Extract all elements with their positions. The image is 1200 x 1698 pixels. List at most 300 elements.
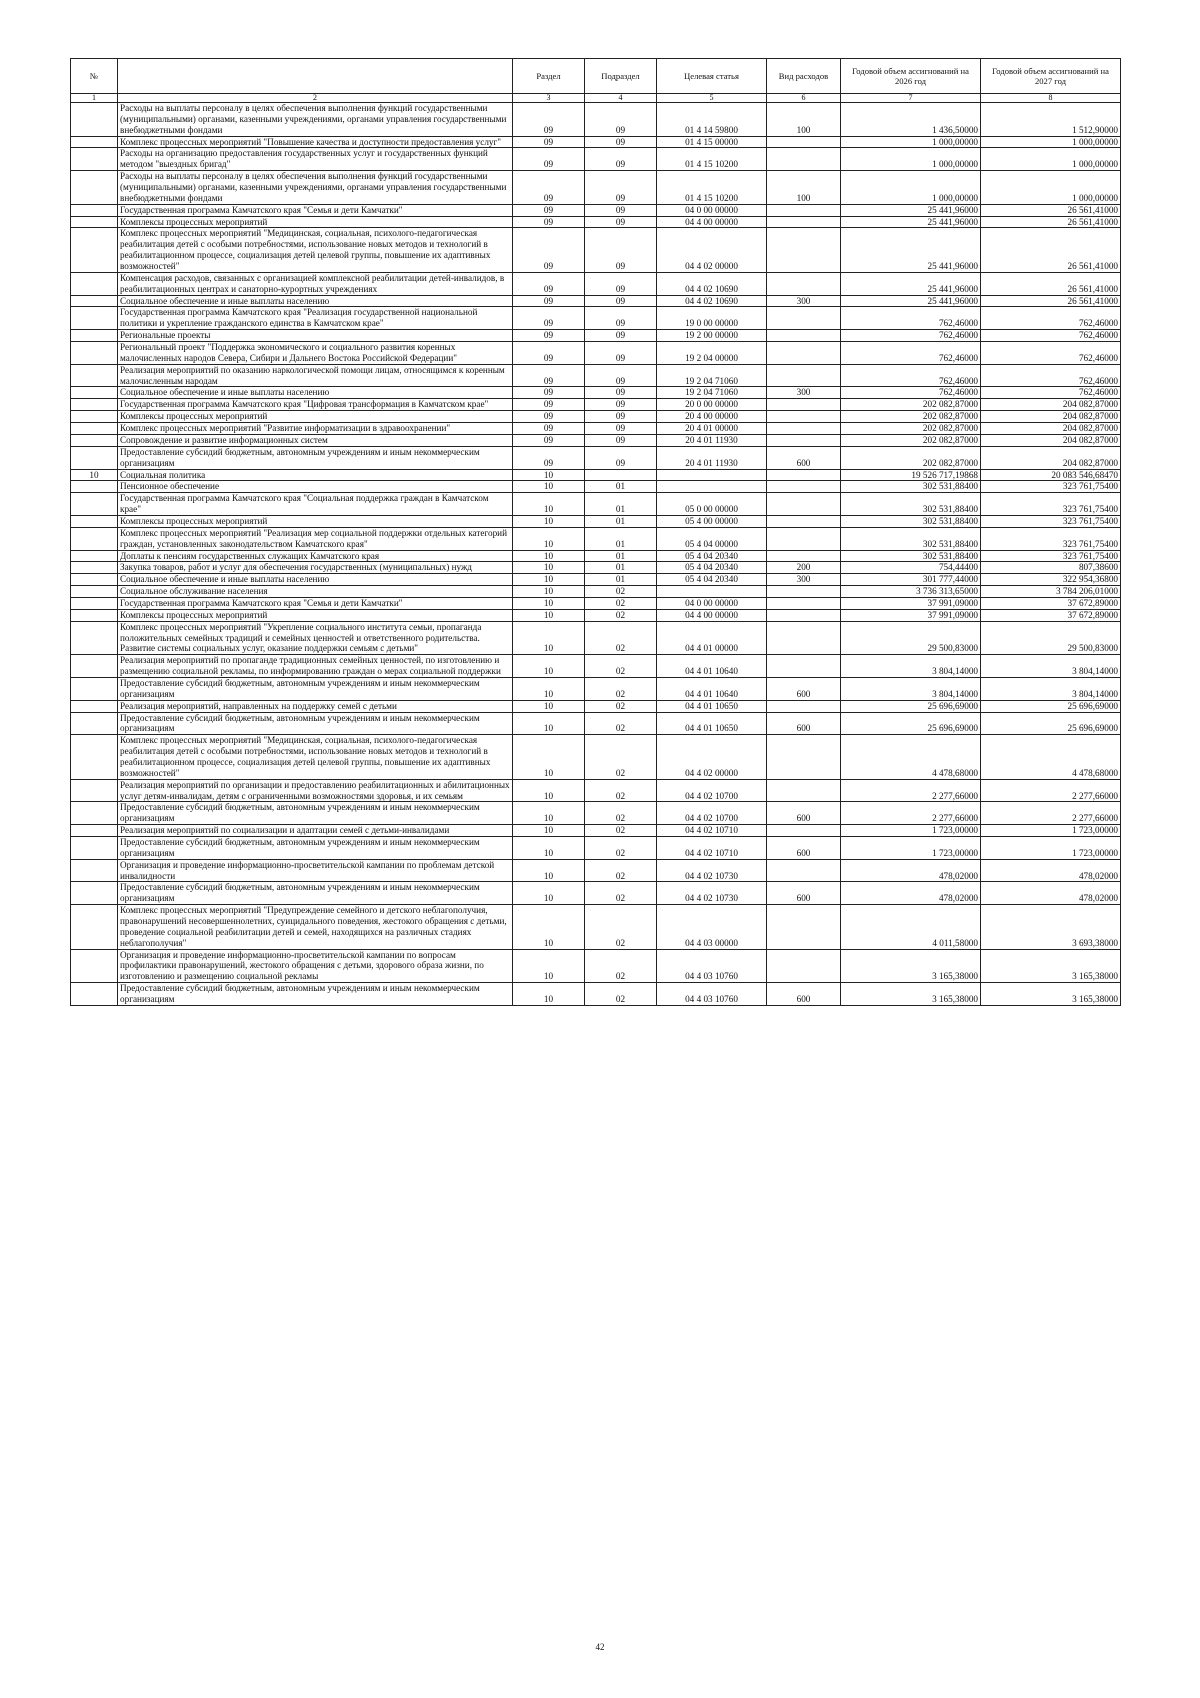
row-vol2027: 762,46000 (981, 342, 1121, 365)
row-expense (767, 481, 841, 493)
row-section: 09 (513, 364, 585, 387)
row-target: 04 4 01 00000 (657, 621, 767, 655)
row-number (71, 204, 118, 216)
table-row (71, 983, 1121, 1006)
table-row (71, 527, 1121, 550)
row-vol2026: 1 436,50000 (841, 103, 981, 137)
row-section: 10 (513, 859, 585, 882)
table-row (71, 148, 1121, 171)
row-vol2026: 301 777,44000 (841, 574, 981, 586)
row-section: 10 (513, 562, 585, 574)
row-name: Комплексы процессных мероприятий (118, 216, 513, 228)
row-name: Комплекс процессных мероприятий "Повышение качества и доступности предоставления услуг" (118, 136, 513, 148)
row-name: Государственная программа Камчатского края "Семья и дети Камчатки" (118, 204, 513, 216)
row-expense (767, 434, 841, 446)
row-target: 05 4 04 20340 (657, 574, 767, 586)
row-name: Реализация мероприятий, направленных на поддержку семей с детьми (118, 700, 513, 712)
row-number (71, 272, 118, 295)
row-section: 10 (513, 609, 585, 621)
row-expense (767, 597, 841, 609)
row-number (71, 735, 118, 779)
row-expense (767, 272, 841, 295)
row-vol2026: 754,44400 (841, 562, 981, 574)
row-vol2027: 762,46000 (981, 330, 1121, 342)
row-subsection: 01 (585, 493, 657, 516)
row-number (71, 434, 118, 446)
row-expense (767, 228, 841, 272)
row-section: 10 (513, 779, 585, 802)
row-section: 09 (513, 228, 585, 272)
row-expense: 600 (767, 983, 841, 1006)
row-name: Комплексы процессных мероприятий (118, 609, 513, 621)
row-subsection: 02 (585, 837, 657, 860)
row-number (71, 423, 118, 435)
row-subsection: 02 (585, 677, 657, 700)
row-section: 10 (513, 735, 585, 779)
row-vol2027: 762,46000 (981, 307, 1121, 330)
row-expense (767, 655, 841, 678)
row-vol2026: 202 082,87000 (841, 411, 981, 423)
header-target: Целевая статья (657, 59, 767, 94)
row-vol2026: 3 165,38000 (841, 949, 981, 983)
row-target: 19 2 04 00000 (657, 342, 767, 365)
row-target: 04 4 02 10710 (657, 837, 767, 860)
table-row (71, 735, 1121, 779)
row-expense (767, 550, 841, 562)
row-subsection: 09 (585, 272, 657, 295)
table-row (71, 493, 1121, 516)
row-subsection: 01 (585, 574, 657, 586)
table-row (71, 550, 1121, 562)
column-number: 8 (981, 94, 1121, 103)
table-row (71, 330, 1121, 342)
row-name: Доплаты к пенсиям государственных служащих Камчатского края (118, 550, 513, 562)
row-subsection: 09 (585, 446, 657, 469)
table-row (71, 597, 1121, 609)
row-name: Предоставление субсидий бюджетным, автономным учреждениям и иным некоммерческим организациям (118, 983, 513, 1006)
row-vol2026: 3 736 313,65000 (841, 586, 981, 598)
budget-sheet (70, 58, 1120, 1006)
row-vol2026: 29 500,83000 (841, 621, 981, 655)
row-target: 05 4 00 00000 (657, 515, 767, 527)
row-subsection (585, 469, 657, 481)
row-name: Закупка товаров, работ и услуг для обеспечения государственных (муниципальных) нужд (118, 562, 513, 574)
row-section: 09 (513, 423, 585, 435)
table-row (71, 434, 1121, 446)
row-vol2027: 204 082,87000 (981, 423, 1121, 435)
row-subsection: 09 (585, 434, 657, 446)
row-name: Государственная программа Камчатского края "Реализация государственной национальной политики и укрепление гражданского единства в Камчатском крае" (118, 307, 513, 330)
row-number (71, 387, 118, 399)
row-vol2027: 25 696,69000 (981, 712, 1121, 735)
row-subsection: 09 (585, 216, 657, 228)
row-vol2026: 478,02000 (841, 859, 981, 882)
page-number: 42 (595, 1642, 605, 1652)
row-section: 09 (513, 387, 585, 399)
row-vol2026: 25 441,96000 (841, 216, 981, 228)
row-vol2026: 762,46000 (841, 364, 981, 387)
row-expense (767, 493, 841, 516)
table-row (71, 481, 1121, 493)
row-vol2026: 4 478,68000 (841, 735, 981, 779)
row-number (71, 527, 118, 550)
row-section: 10 (513, 882, 585, 905)
row-subsection: 02 (585, 859, 657, 882)
row-section: 10 (513, 481, 585, 493)
row-vol2027: 3 165,38000 (981, 949, 1121, 983)
row-expense (767, 136, 841, 148)
row-subsection: 09 (585, 330, 657, 342)
row-expense (767, 423, 841, 435)
header-name (118, 59, 513, 94)
row-name: Комплекс процессных мероприятий "Медицинская, социальная, психолого-педагогическая реабилитация детей с особыми потребностями, использование новых методов и технологий в реабилитационном процессе, социализация детей целевой группы, повышение их адаптивных возможностей" (118, 228, 513, 272)
row-name: Социальная политика (118, 469, 513, 481)
column-numbers-row (71, 94, 1121, 103)
row-vol2027: 3 804,14000 (981, 655, 1121, 678)
row-name: Предоставление субсидий бюджетным, автономным учреждениям и иным некоммерческим организациям (118, 446, 513, 469)
column-number: 3 (513, 94, 585, 103)
row-subsection: 02 (585, 700, 657, 712)
row-number (71, 983, 118, 1006)
row-number (71, 171, 118, 205)
budget-table (70, 58, 1121, 1006)
row-vol2026: 762,46000 (841, 387, 981, 399)
row-name: Реализация мероприятий по организации и предоставлению реабилитационных и абилитационных услуг детям-инвалидам, детям с ограниченными возможностями здоровья, и их семьям (118, 779, 513, 802)
row-subsection: 02 (585, 983, 657, 1006)
row-name: Государственная программа Камчатского края "Семья и дети Камчатки" (118, 597, 513, 609)
row-section: 10 (513, 515, 585, 527)
row-name: Предоставление субсидий бюджетным, автономным учреждениям и иным некоммерческим организациям (118, 677, 513, 700)
table-row (71, 574, 1121, 586)
table-row (71, 700, 1121, 712)
row-expense (767, 621, 841, 655)
row-subsection: 09 (585, 148, 657, 171)
row-number (71, 228, 118, 272)
row-vol2026: 1 000,00000 (841, 148, 981, 171)
row-subsection: 01 (585, 481, 657, 493)
row-name: Расходы на выплаты персоналу в целях обеспечения выполнения функций государственными (муниципальными) органами, казенными учреждениями, органами управления государственными внебюджетными фондами (118, 103, 513, 137)
row-number (71, 859, 118, 882)
row-vol2027: 1 000,00000 (981, 171, 1121, 205)
table-row (71, 171, 1121, 205)
row-subsection: 02 (585, 882, 657, 905)
table-row (71, 423, 1121, 435)
table-header-row (71, 59, 1121, 94)
row-number (71, 216, 118, 228)
row-vol2026: 25 441,96000 (841, 204, 981, 216)
row-vol2026: 1 723,00000 (841, 837, 981, 860)
row-target: 01 4 15 00000 (657, 136, 767, 148)
table-row (71, 272, 1121, 295)
row-target: 04 4 02 10730 (657, 859, 767, 882)
row-section: 10 (513, 574, 585, 586)
table-row (71, 216, 1121, 228)
row-expense (767, 515, 841, 527)
row-name: Предоставление субсидий бюджетным, автономным учреждениям и иным некоммерческим организациям (118, 837, 513, 860)
row-subsection: 09 (585, 411, 657, 423)
header-vol2027: Годовой объем ассигнований на 2027 год (981, 59, 1121, 94)
row-target: 04 4 02 00000 (657, 228, 767, 272)
row-number (71, 330, 118, 342)
header-section: Раздел (513, 59, 585, 94)
row-number (71, 655, 118, 678)
table-row (71, 949, 1121, 983)
row-vol2026: 762,46000 (841, 330, 981, 342)
row-name: Предоставление субсидий бюджетным, автономным учреждениям и иным некоммерческим организациям (118, 712, 513, 735)
row-number (71, 949, 118, 983)
row-number (71, 295, 118, 307)
row-target: 04 4 02 10700 (657, 779, 767, 802)
row-number (71, 399, 118, 411)
row-number (71, 481, 118, 493)
row-number (71, 712, 118, 735)
row-expense (767, 330, 841, 342)
row-vol2026: 202 082,87000 (841, 446, 981, 469)
row-name: Реализация мероприятий по оказанию наркологической помощи лицам, относящимся к коренным малочисленным народам (118, 364, 513, 387)
row-vol2026: 1 000,00000 (841, 171, 981, 205)
row-expense (767, 342, 841, 365)
table-row (71, 411, 1121, 423)
row-section: 10 (513, 469, 585, 481)
table-row (71, 837, 1121, 860)
row-name: Социальное обслуживание населения (118, 586, 513, 598)
row-vol2027: 2 277,66000 (981, 779, 1121, 802)
row-name: Комплексы процессных мероприятий (118, 515, 513, 527)
row-vol2026: 37 991,09000 (841, 609, 981, 621)
row-number (71, 103, 118, 137)
row-target: 04 4 01 10650 (657, 700, 767, 712)
row-number (71, 779, 118, 802)
table-row (71, 779, 1121, 802)
row-number (71, 597, 118, 609)
row-name: Сопровождение и развитие информационных систем (118, 434, 513, 446)
row-section: 09 (513, 434, 585, 446)
row-expense (767, 204, 841, 216)
row-vol2027: 204 082,87000 (981, 446, 1121, 469)
row-vol2026: 2 277,66000 (841, 779, 981, 802)
row-vol2027: 807,38600 (981, 562, 1121, 574)
row-name: Государственная программа Камчатского края "Социальная поддержка граждан в Камчатском крае" (118, 493, 513, 516)
row-vol2026: 25 696,69000 (841, 700, 981, 712)
row-target: 19 2 04 71060 (657, 364, 767, 387)
row-section: 10 (513, 655, 585, 678)
row-vol2026: 202 082,87000 (841, 434, 981, 446)
row-expense (767, 859, 841, 882)
row-vol2027: 3 693,38000 (981, 905, 1121, 949)
row-vol2027: 26 561,41000 (981, 216, 1121, 228)
row-subsection: 02 (585, 949, 657, 983)
row-subsection: 09 (585, 423, 657, 435)
row-section: 09 (513, 295, 585, 307)
row-expense (767, 399, 841, 411)
row-number (71, 621, 118, 655)
row-number (71, 515, 118, 527)
row-section: 09 (513, 330, 585, 342)
row-expense: 300 (767, 387, 841, 399)
row-section: 10 (513, 550, 585, 562)
table-row (71, 586, 1121, 598)
row-vol2026: 202 082,87000 (841, 423, 981, 435)
row-section: 09 (513, 411, 585, 423)
row-number (71, 550, 118, 562)
row-vol2027: 4 478,68000 (981, 735, 1121, 779)
row-name: Комплекс процессных мероприятий "Медицинская, социальная, психолого-педагогическая реабилитация детей с особыми потребностями, использование новых методов и технологий в реабилитационном процессе, социализация детей целевой группы, повышение их адаптивных возможностей" (118, 735, 513, 779)
row-subsection: 02 (585, 597, 657, 609)
row-name: Расходы на организацию предоставления государственных услуг и государственных функций методом "выездных бригад" (118, 148, 513, 171)
row-expense (767, 411, 841, 423)
row-vol2026: 302 531,88400 (841, 527, 981, 550)
row-expense (767, 609, 841, 621)
row-name: Социальное обеспечение и иные выплаты населению (118, 574, 513, 586)
row-vol2026: 3 165,38000 (841, 983, 981, 1006)
row-vol2026: 2 277,66000 (841, 802, 981, 825)
row-target: 01 4 15 10200 (657, 148, 767, 171)
row-vol2026: 1 723,00000 (841, 825, 981, 837)
row-subsection: 01 (585, 562, 657, 574)
row-expense (767, 527, 841, 550)
row-target: 04 0 00 00000 (657, 597, 767, 609)
row-section: 10 (513, 802, 585, 825)
row-vol2027: 1 723,00000 (981, 825, 1121, 837)
row-name: Организация и проведение информационно-просветительской кампании по вопросам профилактики правонарушений, жестокого обращения с детьми, здорового образа жизни, по изготовлению и размещению социальной рекламы (118, 949, 513, 983)
row-target: 05 4 04 20340 (657, 550, 767, 562)
row-section: 10 (513, 677, 585, 700)
row-subsection: 09 (585, 204, 657, 216)
table-row (71, 307, 1121, 330)
row-number (71, 342, 118, 365)
row-vol2027: 1 512,90000 (981, 103, 1121, 137)
row-number (71, 364, 118, 387)
row-vol2026: 202 082,87000 (841, 399, 981, 411)
row-expense (767, 779, 841, 802)
column-number: 1 (71, 94, 118, 103)
row-expense (767, 905, 841, 949)
row-expense (767, 216, 841, 228)
row-target (657, 469, 767, 481)
row-section: 10 (513, 983, 585, 1006)
row-expense: 600 (767, 802, 841, 825)
row-name: Комплекс процессных мероприятий "Предупреждение семейного и детского неблагополучия, правонарушений несовершеннолетних, суицидального поведения, жестокого обращения с детьми, проведение социальной реабилитации детей и семей, находящихся на различных стадиях неблагополучия" (118, 905, 513, 949)
table-row (71, 103, 1121, 137)
row-subsection: 09 (585, 228, 657, 272)
row-vol2027: 25 696,69000 (981, 700, 1121, 712)
row-target: 04 4 03 10760 (657, 983, 767, 1006)
row-number: 10 (71, 469, 118, 481)
row-subsection: 01 (585, 515, 657, 527)
row-target: 05 4 04 20340 (657, 562, 767, 574)
row-subsection: 02 (585, 802, 657, 825)
row-expense (767, 949, 841, 983)
row-name: Комплекс процессных мероприятий "Развитие информатизации в здравоохранении" (118, 423, 513, 435)
row-section: 09 (513, 171, 585, 205)
row-subsection: 09 (585, 387, 657, 399)
table-row (71, 342, 1121, 365)
table-row (71, 677, 1121, 700)
row-number (71, 562, 118, 574)
row-vol2027: 26 561,41000 (981, 228, 1121, 272)
table-row (71, 859, 1121, 882)
row-section: 10 (513, 825, 585, 837)
row-target: 04 4 01 10640 (657, 677, 767, 700)
row-name: Пенсионное обеспечение (118, 481, 513, 493)
row-vol2026: 302 531,88400 (841, 515, 981, 527)
row-vol2027: 26 561,41000 (981, 204, 1121, 216)
row-name: Комплекс процессных мероприятий "Укрепление социального института семьи, пропаганда положительных семейных традиций и семейных ценностей и ответственного родительства. Развитие системы социальных услуг, оказание поддержки семьям с детьми" (118, 621, 513, 655)
row-subsection: 09 (585, 136, 657, 148)
row-number (71, 882, 118, 905)
header-no: № (71, 59, 118, 94)
table-row (71, 364, 1121, 387)
row-expense: 600 (767, 712, 841, 735)
row-vol2026: 25 441,96000 (841, 228, 981, 272)
row-section: 09 (513, 136, 585, 148)
row-target: 05 4 04 00000 (657, 527, 767, 550)
row-name: Предоставление субсидий бюджетным, автономным учреждениям и иным некоммерческим организациям (118, 802, 513, 825)
row-target: 04 4 02 10710 (657, 825, 767, 837)
row-section: 09 (513, 446, 585, 469)
row-vol2027: 37 672,89000 (981, 609, 1121, 621)
row-name: Государственная программа Камчатского края "Цифровая трансформация в Камчатском крае" (118, 399, 513, 411)
row-vol2026: 1 000,00000 (841, 136, 981, 148)
row-target: 04 0 00 00000 (657, 204, 767, 216)
row-section: 09 (513, 342, 585, 365)
column-number: 7 (841, 94, 981, 103)
row-subsection: 02 (585, 905, 657, 949)
row-section: 10 (513, 586, 585, 598)
row-vol2027: 478,02000 (981, 859, 1121, 882)
row-section: 10 (513, 712, 585, 735)
row-subsection: 02 (585, 609, 657, 621)
row-number (71, 700, 118, 712)
row-vol2027: 322 954,36800 (981, 574, 1121, 586)
row-vol2026: 25 441,96000 (841, 272, 981, 295)
row-target: 04 4 02 10700 (657, 802, 767, 825)
row-name: Реализация мероприятий по социализации и адаптации семей с детьми-инвалидами (118, 825, 513, 837)
row-target: 19 2 00 00000 (657, 330, 767, 342)
row-number (71, 574, 118, 586)
row-expense (767, 469, 841, 481)
row-vol2026: 25 696,69000 (841, 712, 981, 735)
row-section: 10 (513, 597, 585, 609)
row-section: 09 (513, 148, 585, 171)
table-row (71, 905, 1121, 949)
row-number (71, 148, 118, 171)
row-vol2027: 3 165,38000 (981, 983, 1121, 1006)
row-name: Компенсация расходов, связанных с организацией комплексной реабилитации детей-инвалидов, в реабилитационных центрах и санаторно-курортных учреждениях (118, 272, 513, 295)
row-vol2027: 26 561,41000 (981, 295, 1121, 307)
row-expense (767, 364, 841, 387)
row-vol2026: 37 991,09000 (841, 597, 981, 609)
row-number (71, 307, 118, 330)
column-number: 6 (767, 94, 841, 103)
row-expense: 600 (767, 837, 841, 860)
row-number (71, 446, 118, 469)
row-vol2027: 323 761,75400 (981, 493, 1121, 516)
row-vol2027: 1 723,00000 (981, 837, 1121, 860)
row-vol2027: 323 761,75400 (981, 515, 1121, 527)
row-section: 09 (513, 103, 585, 137)
row-target: 19 0 00 00000 (657, 307, 767, 330)
row-vol2026: 19 526 717,19868 (841, 469, 981, 481)
row-expense (767, 586, 841, 598)
table-row (71, 655, 1121, 678)
row-target: 05 0 00 00000 (657, 493, 767, 516)
row-target: 01 4 15 10200 (657, 171, 767, 205)
row-name: Региональный проект "Поддержка экономического и социального развития коренных малочисленных народов Севера, Сибири и Дальнего Востока Российской Федерации" (118, 342, 513, 365)
row-name: Социальное обеспечение и иные выплаты населению (118, 387, 513, 399)
row-target: 04 4 03 00000 (657, 905, 767, 949)
row-expense: 300 (767, 574, 841, 586)
